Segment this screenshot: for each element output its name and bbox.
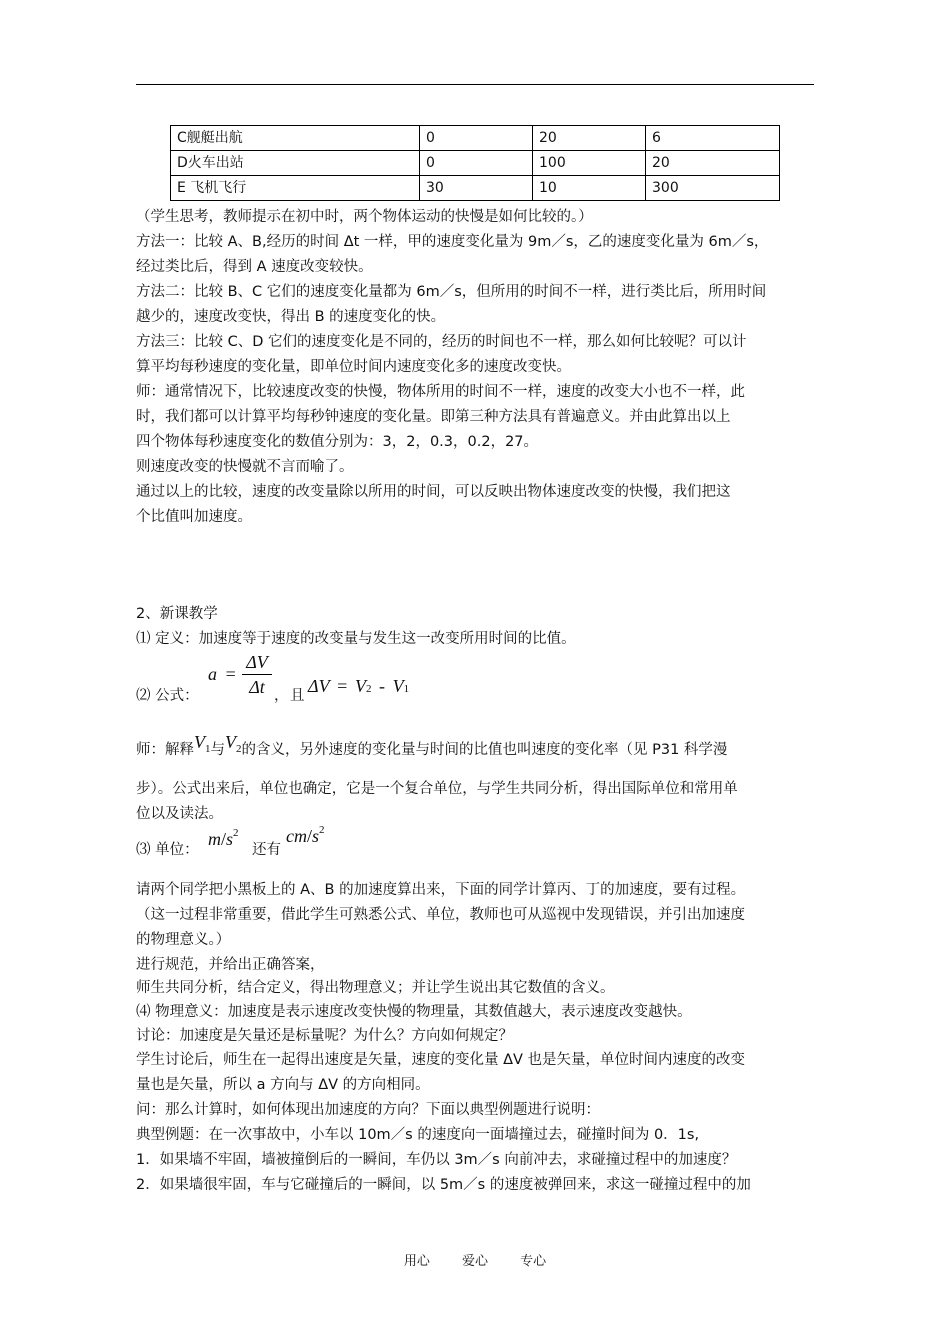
table-cell: 0 [420, 126, 533, 151]
footer-text: 专心 [520, 1254, 547, 1269]
unit-cms2: $cm/s^2$ [286, 824, 325, 846]
paragraph-line: ⑷ 物理意义：加速度是表示速度改变快慢的物理量，其数值越大，表示速度改变越快。 [136, 1004, 692, 1020]
paragraph-line: 算平均每秒速度的变化量，即单位时间内速度变化多的速度改变快。 [136, 359, 571, 375]
fraction-bar [242, 674, 272, 675]
table-row [171, 151, 780, 176]
paragraph-line: 请两个同学把小黑板上的 A、B 的加速度算出来，下面的同学计算丙、丁的加速度，要有过程。 [136, 882, 746, 898]
paragraph-line: 四个物体每秒速度变化的数值分别为：3，2，0.3，0.2，27。 [136, 434, 539, 450]
paragraph-line: 1．如果墙不牢固，墙被撞倒后的一瞬间，车仍以 3m／s 向前冲去，求碰撞过程中的加速度？ [136, 1152, 737, 1168]
table-row [171, 176, 780, 201]
paragraph-line: 进行规范，并给出正确答案， [136, 957, 325, 973]
table-cell: 10 [533, 176, 646, 201]
formula-delta-v: ΔV = V2 - V1 [308, 676, 410, 696]
paragraph-line: 步）。公式出来后，单位也确定，它是一个复合单位，与学生共同分析，得出国际单位和常用单 [136, 781, 738, 797]
footer-text: 爱心 [461, 1254, 488, 1269]
unit-also: 还有 [252, 842, 281, 858]
paragraph-line: 的物理意义。） [136, 932, 231, 948]
paragraph-line: 则速度改变的快慢就不言而喻了。 [136, 459, 354, 475]
definition-line: ⑴ 定义：加速度等于速度的改变量与发生这一改变所用时间的比值。 [136, 631, 576, 647]
header-rule [136, 84, 814, 85]
formula-fraction: ΔV Δt [242, 652, 272, 697]
table-cell: 30 [420, 176, 533, 201]
paragraph-line: 方法一：比较 A、B,经历的时间 Δt 一样，甲的速度变化量为 9m／s，乙的速度变化量为 6m／s， [136, 234, 769, 250]
paragraph-line: 方法二：比较 B、C 它们的速度变化量都为 6m／s，但所用的时间不一样，进行类比后，所用时间 [136, 284, 767, 300]
table-cell: 6 [646, 126, 780, 151]
formula-label: ⑵ 公式： [136, 688, 199, 704]
table-cell: 20 [533, 126, 646, 151]
paragraph-line: 2．如果墙很牢固，车与它碰撞后的一瞬间，以 5m／s 的速度被弹回来，求这一碰撞过程中的加 [136, 1177, 751, 1193]
table-cell: 20 [646, 151, 780, 176]
paragraph-line: 师生共同分析，结合定义，得出物理意义；并让学生说出其它数值的含义。 [136, 980, 615, 996]
table-cell: E 飞机飞行 [171, 176, 420, 201]
formula-and: 且 [290, 688, 305, 704]
table-cell: 300 [646, 176, 780, 201]
paragraph-line: 经过类比后，得到 A 速度改变较快。 [136, 259, 373, 275]
explain-line: 师：解释V1与V2的含义，另外速度的变化量与时间的比值也叫速度的变化率（见 P31 科学漫 [136, 732, 728, 758]
table-cell: D火车出站 [171, 151, 420, 176]
paragraph-line: 学生讨论后，师生在一起得出速度是矢量，速度的变化量 ΔV 也是矢量，单位时间内速度的改变 [136, 1052, 746, 1068]
paragraph-line: 位以及读法。 [136, 806, 223, 822]
paragraph-line: 通过以上的比较，速度的改变量除以所用的时间，可以反映出物体速度改变的快慢，我们把这 [136, 484, 731, 500]
paragraph-line: 量也是矢量，所以 a 方向与 ΔV 的方向相同。 [136, 1077, 430, 1093]
formula-comma: ， [274, 688, 289, 704]
paragraph-line: 越少的，速度改变快，得出 B 的速度变化的快。 [136, 309, 446, 325]
paragraph-line: 个比值叫加速度。 [136, 509, 252, 525]
table-row [171, 126, 780, 151]
paragraph-line: 方法三：比较 C、D 它们的速度变化是不同的，经历的时间也不一样，那么如何比较呢？可以计 [136, 334, 747, 350]
unit-label: ⑶ 单位： [136, 842, 199, 858]
table-cell: 0 [420, 151, 533, 176]
paragraph-line: 典型例题：在一次事故中，小车以 10m／s 的速度向一面墙撞过去，碰撞时间为 0．1s, [136, 1127, 700, 1143]
footer-text: 用心 [403, 1254, 430, 1269]
paragraph-line: （这一过程非常重要，借此学生可熟悉公式、单位，教师也可从巡视中发现错误，并引出加速度 [136, 907, 745, 923]
table-cell: C舰艇出航 [171, 126, 420, 151]
paragraph-line: 问：那么计算时，如何体现出加速度的方向？下面以典型例题进行说明： [136, 1102, 600, 1118]
page-footer [0, 1250, 950, 1269]
paragraph-line: 时，我们都可以计算平均每秒钟速度的变化量。即第三种方法具有普遍意义。并由此算出以上 [136, 409, 731, 425]
unit-ms2: $m/s^2$ [208, 827, 239, 849]
table-cell: 100 [533, 151, 646, 176]
formula-a: a = [208, 664, 236, 684]
section-heading: 2、新课教学 [136, 606, 218, 622]
speed-table [170, 125, 780, 201]
paragraph-line: （学生思考，教师提示在初中时，两个物体运动的快慢是如何比较的。） [136, 209, 593, 225]
paragraph-line: 师：通常情况下，比较速度改变的快慢，物体所用的时间不一样，速度的改变大小也不一样，此 [136, 384, 745, 400]
paragraph-line: 讨论：加速度是矢量还是标量呢？为什么？方向如何规定？ [136, 1028, 513, 1044]
